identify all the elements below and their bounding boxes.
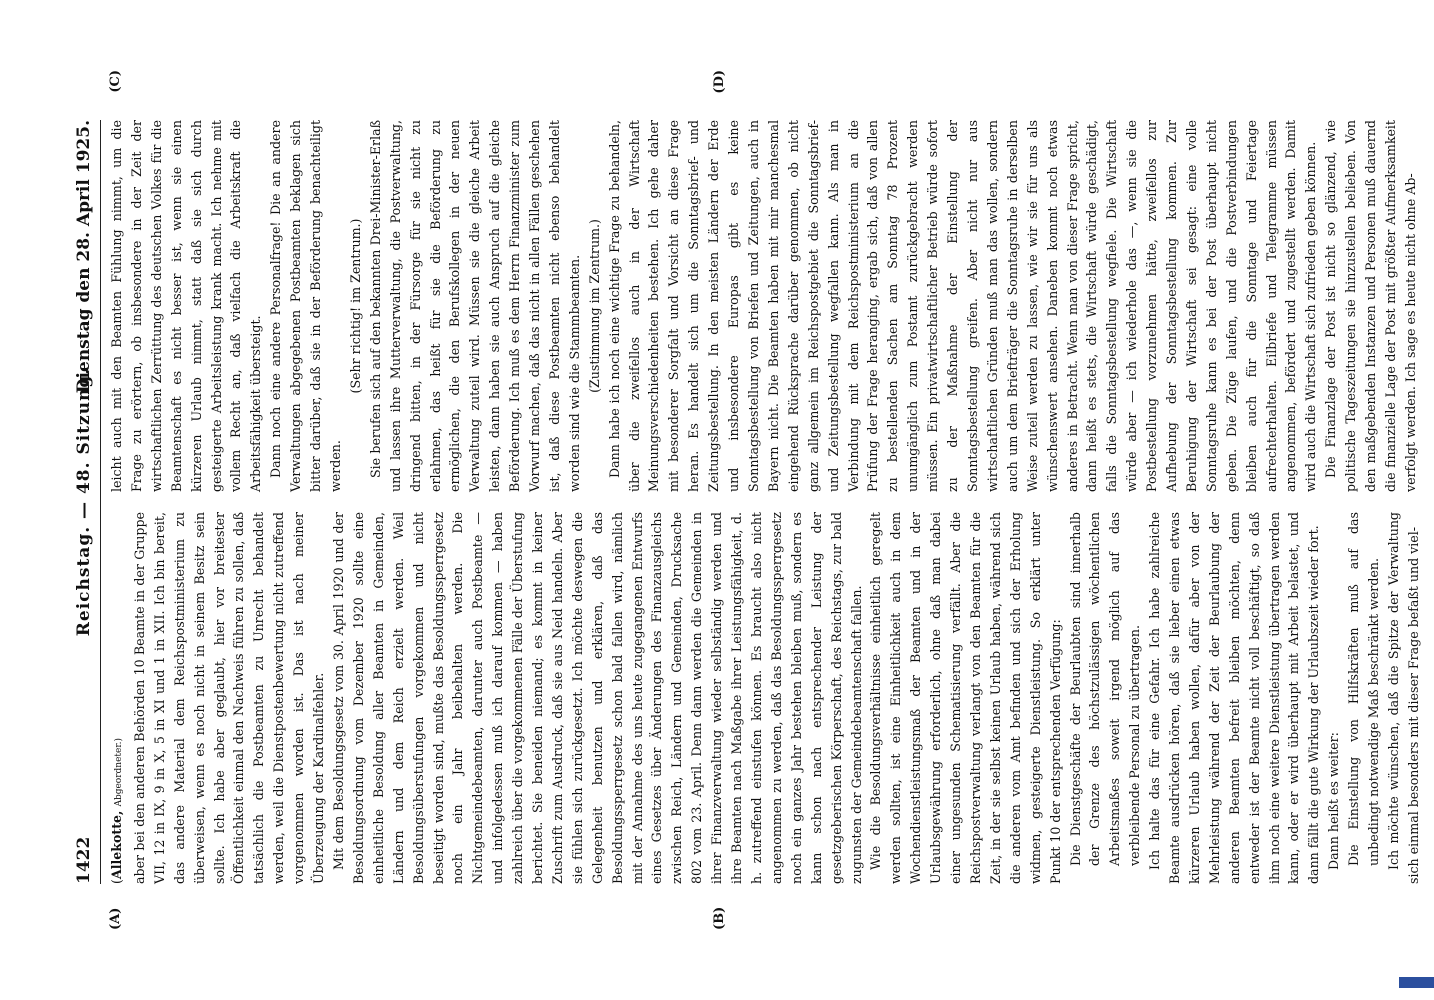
paragraph: leicht auch mit den Beamten Fühlung nimmt, um die Frage zu erörtern, ob insbesondere in der Zeit der wirtschaftlichen Zerrüttung des deutschen Volkes für die Beamtenschaft es nicht besser ist, wenn sie einen kürzeren Urlaub nimmt, statt daß sie sich durch gesteigerte Arbeitsleistung krank macht. Ich nehme mit vollem Recht an, daß vielfach die Arbeitskraft die Arbeitsfähigkeit übersteigt. xyxy=(109,120,264,492)
dfg-logo xyxy=(1399,977,1434,988)
speaker-line: (Allekotte, Abgeordneter.) xyxy=(109,737,124,884)
margin-mark-a: (A) xyxy=(108,907,123,930)
paragraph: Sie berufen sich auf den bekannten Drei-Minister-Erlaß und lassen ihre Mutterverwaltung, die Postverwaltung, dringend bitten, in der Fürsorge für sie nicht zu erlahmen, das heißt für sie die Beförderung zu ermöglichen, die den Berufskollegen in der neuen Verwaltung zuteil wird. Müssen sie die gleiche Arbeit leisten, dann haben sie auch Anspruch auf die gleiche Beförderung. Ich muß es dem Herrn Finanzminister zum Vorwurf machen, daß das nicht in allen Fällen geschehen ist, daß diese Postbeamten nicht ebenso behandelt worden sind wie die Stammbeamten. xyxy=(367,120,582,492)
speaker-role: Abgeordneter.) xyxy=(114,737,124,807)
margin-mark-c: (C) xyxy=(108,70,123,93)
interjection: (Zustimmung im Zentrum.) xyxy=(586,219,602,393)
quotation: Die Dienstgeschäfte der Beurlaubten sind innerhalb der Grenze des höchstzulässigen wöchentlichen Arbeitsmaßes soweit irgend möglich auf das verbleibende Personal zu übertragen. xyxy=(1067,512,1143,866)
paragraph: aber bei den anderen Behörden 10 Beamte in der Gruppe VII, 12 in IX, 9 in X, 5 in XI und 1 in XII. Ich bin bereit, das andere Material dem Reichspostministerium zu überweisen, wenn es noch nicht in seinem Besitz sein sollte. Ich habe aber geglaubt, hier vor breitester Öffentlichkeit einmal den Nachweis führen zu sollen, daß tatsächlich die Postbeamten zu Unrecht behandelt werden, weil die Dienstpostenbewertung nicht zutreffend vorgenommen worden ist. Das ist nach meiner Überzeugung der Kardinalfehler. xyxy=(131,512,327,884)
paragraph: Ich halte das für eine Gefahr. Ich habe zahlreiche Beamte ausdrücken hören, daß sie lieber einen etwas kürzeren Urlaub haben wollen, dafür aber von der Mehrleistung während der Zeit der Beurlaubung der anderen Beamten befreit bleiben möchten, denn entweder ist der Beamte nicht voll beschäftigt, so daß ihm noch eine weitere Dienstleistung übertragen werden kann, oder er wird überhaupt mit Arbeit belastet, und dann fällt die gute Wirkung der Urlaubszeit wieder fort. xyxy=(1147,512,1322,884)
quotation: Die Einstellung von Hilfskräften muß auf das unbedingt notwendige Maß beschränkt werden. xyxy=(1346,512,1382,866)
document-page xyxy=(72,70,1421,930)
paragraph: Dann heißt es weiter: xyxy=(1326,732,1342,870)
right-column xyxy=(107,120,1424,492)
text-columns xyxy=(107,120,1424,884)
paragraph: Dann noch eine andere Personalfrage! Die an andere Verwaltungen abgegebenen Postbeamten beklagen sich bitter darüber, daß sie in der Beförderung benachteiligt werden. xyxy=(268,120,343,492)
page-number: 1422 xyxy=(74,836,94,884)
paragraph: Dann habe ich noch eine wichtige Frage zu behandeln, über die zweifellos auch in der Wirtschaft Meinungsverschiedenheiten bestehen. Ich gehe daher mit besonderer Sorgfalt und Vorsicht an diese Frage heran. Es handelt sich um die Sonntagsbrief- und Zeitungsbestellung. In den meisten Ländern der Erde und insbesondere Europas gibt es keine Sonntagsbestellung von Briefen und Zeitungen, auch in Bayern nicht. Die Beamten haben mit mir manchesmal eingehend Rücksprache darüber genommen, ob nicht ganz allgemein im Reichspostgebiet die Sonntagsbrief- und Zeitungsbestellung wegfallen kann. Als man in Verbindung mit dem Reichspostministerium an die Prüfung der Frage heranging, ergab sich, daß von allen zu bestellenden Sachen am Sonntag 78 Prozent unumgänglich zum Postamt zurückgebracht werden müssen. Ein privatwirtschaftlicher Betrieb würde sofort zu der Maßnahme der Einstellung der Sonntagsbestellung greifen. Aber nicht nur aus wirtschaftlichen Gründen muß man das wollen, sondern auch um dem Briefträger die Sonntagsruhe in derselben Weise zuteil werden zu lassen, wie wir sie für uns als wünschenswert ansehen. Daneben kommt noch etwas anderes in Betracht. Wenn man von dieser Frage spricht, dann heißt es stets, die Wirtschaft würde geschädigt, falls die Sonntagsbestellung wegfiele. Die Wirtschaft würde aber — ich wiederhole das —, wenn sie die Postbestellung vorzunehmen hätte, zweifellos zur Aufhebung der Sonntagsbestellung kommen. Zur Beruhigung der Wirtschaft sei gesagt: eine volle Sonntagsruhe kann es bei der Post überhaupt nicht geben. Die Züge laufen, und die Postverbindungen bleiben auch für die Sonntage und Feiertage aufrechterhalten. Eilbriefe und Telegramme müssen angenommen, befördert und zugestellt werden. Damit wird auch die Wirtschaft sich zufrieden geben können. xyxy=(606,120,1319,492)
session-date: Dienstag den 28. April 1925. xyxy=(74,120,94,394)
speaker-name: Allekotte, xyxy=(109,810,124,880)
page-header xyxy=(72,120,101,884)
margin-mark-d: (D) xyxy=(712,70,727,94)
left-column xyxy=(107,512,1424,884)
paragraph: Mit dem Besoldungsgesetz vom 30. April 1920 und der Besoldungsordnung vom Dezember 1920 sollte eine einheitliche Besoldung aller Beamten in Gemeinden, Ländern und dem Reich erzielt werden. Weil Besoldungsüberstufungen vorgekommen und nicht beseitigt worden sind, mußte das Besoldungssperrgesetz noch ein Jahr beibehalten werden. Die Nichtgemeindebeamten, darunter auch Postbeamte — und infolgedessen muß ich darauf kommen — haben zahlreich über die vorgekommenen Fälle der Überstufung berichtet. Sie beneiden niemand; es kommt in keiner Zuschrift zum Ausdruck, daß sie aus Neid handeln. Aber sie fühlen sich zurückgesetzt. Ich möchte deswegen die Gelegenheit benutzen und erklären, daß das Besoldungssperrgesetz schon bald fallen wird, nämlich mit der Annahme des uns heute zugegangenen Entwurfs eines Gesetzes über Änderungen des Finanzausgleichs zwischen Reich, Ländern und Gemeinden, Drucksache 802 vom 23. April. Denn dann werden die Gemeinden in ihrer Finanzverwaltung wieder selbständig werden und ihre Beamten nach Maßgabe ihrer Leistungsfähigkeit, d. h. zutreffend einstufen können. Es braucht also nicht angenommen zu werden, daß das Besoldungssperrgesetz noch ein ganzes Jahr bestehen bleiben muß, sondern es kann schon nach entsprechender Leistung der gesetzgeberischen Körperschaft, des Reichstags, zur bald zugunsten der Gemeindebeamtenschaft fallen. xyxy=(330,512,864,884)
margin-mark-b: (B) xyxy=(712,906,727,930)
paragraph: Die Finanzlage der Post ist nicht so glänzend, wie politische Tageszeitungen sie hinzustellen belieben. Von den maßgebenden Instanzen und Personen muß dauernd die finanzielle Lage der Post mit größter Aufmerksamkeit verfolgt werden. Ich sage es heute nicht ohne Ab- xyxy=(1323,120,1418,492)
paragraph: Wie die Besoldungsverhältnisse einheitlich geregelt werden sollten, ist eine Einheitlichkeit auch in dem Wochendienstleistungsmaß der Beamten und in der Urlaubsgewährung erforderlich, ohne daß man dabei einer ungesunden Schematisierung verfällt. Aber die Reichspostverwaltung verlangt von den Beamten für die Zeit, in der sie selbst keinen Urlaub haben, während sich die anderen vom Amt befinden und sich der Erholung widmen, gesteigerte Dienstleistung. So erklärt unter Punkt 10 der entsprechenden Verfügung: xyxy=(868,512,1063,884)
session-title: Reichstag. — 48. Sitzung. xyxy=(74,367,94,637)
paragraph: Ich möchte wünschen, daß die Spitze der Verwaltung sich einmal besonders mit dieser Frage befaßt und viel- xyxy=(1386,512,1421,884)
digitization-credit xyxy=(1405,8,1423,992)
interjection: (Sehr richtig! im Zentrum.) xyxy=(347,218,363,394)
